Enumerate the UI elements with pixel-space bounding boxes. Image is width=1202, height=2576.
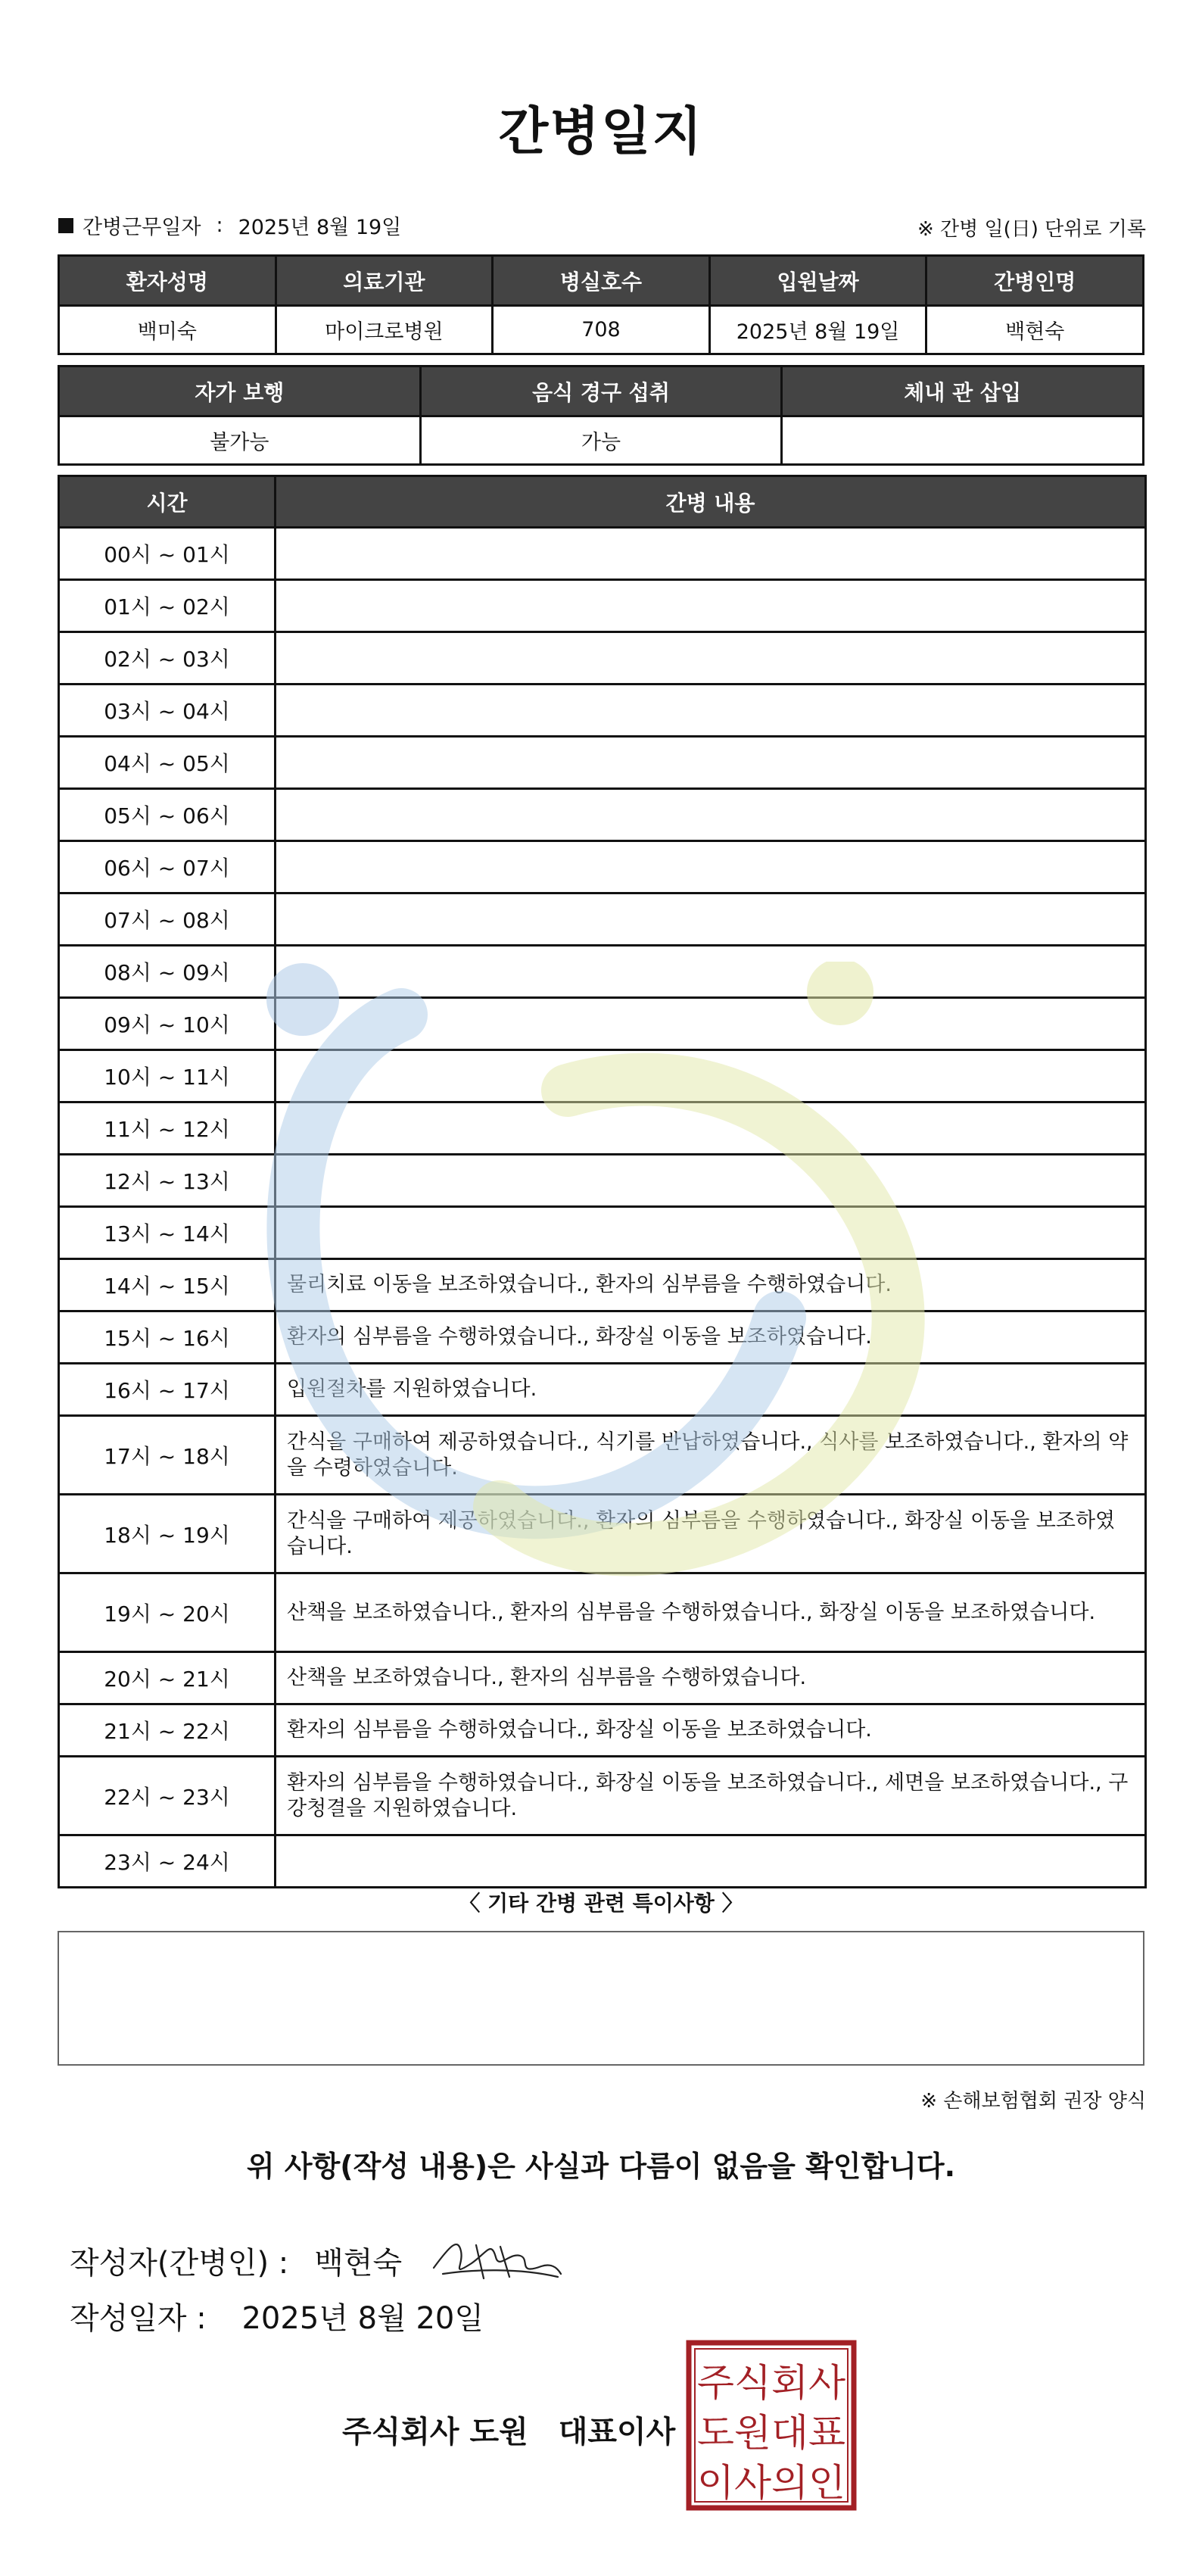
care-log-row xyxy=(59,1259,1146,1311)
care-log-content[interactable]: 간식을 구매하여 제공하였습니다., 식기를 반납하였습니다., 식사를 보조하였습니다., 환자의 약을 수령하였습니다. xyxy=(276,1416,1146,1495)
care-log-time: 18시 ~ 19시 xyxy=(59,1495,276,1573)
patient-info-table xyxy=(58,254,1144,355)
care-log-content[interactable]: 입원절차를 지원하였습니다. xyxy=(276,1364,1146,1416)
care-log-time: 13시 ~ 14시 xyxy=(59,1207,276,1259)
notes-title: 〈 기타 간병 관련 특이사항 〉 xyxy=(459,1891,743,1916)
special-notes-field[interactable] xyxy=(58,1931,1144,2066)
care-log-row xyxy=(59,528,1146,580)
care-log-time: 04시 ~ 05시 xyxy=(59,737,276,789)
care-log-time: 02시 ~ 03시 xyxy=(59,632,276,685)
care-log-row xyxy=(59,841,1146,893)
hourly-care-log-table xyxy=(58,475,1147,1888)
page-title: 간병일지 xyxy=(498,102,704,162)
care-log-content[interactable] xyxy=(276,1155,1146,1207)
care-log-row xyxy=(59,1652,1146,1704)
care-log-row xyxy=(59,737,1146,789)
care-log-time: 23시 ~ 24시 xyxy=(59,1835,276,1888)
writer-label: 작성자(간병인) : xyxy=(70,2245,289,2281)
care-log-content[interactable] xyxy=(276,580,1146,632)
written-date-value: 2025년 8월 20일 xyxy=(241,2301,484,2336)
care-log-row xyxy=(59,685,1146,737)
care-log-content[interactable] xyxy=(276,632,1146,685)
header-time: 시간 xyxy=(59,476,276,528)
care-log-content[interactable] xyxy=(276,1207,1146,1259)
care-log-time: 06시 ~ 07시 xyxy=(59,841,276,893)
work-date-separator: : xyxy=(216,214,223,237)
recommend-note: ※ 손해보험협회 권장 양식 xyxy=(920,2090,1146,2113)
care-log-content[interactable]: 환자의 심부름을 수행하였습니다., 화장실 이동을 보조하였습니다., 세면을 보조하였습니다., 구강청결을 지원하였습니다. xyxy=(276,1757,1146,1835)
hospital-value: 마이크로병원 xyxy=(276,306,493,354)
care-log-time: 15시 ~ 16시 xyxy=(59,1311,276,1364)
care-log-content[interactable] xyxy=(276,893,1146,946)
header-tube-insertion: 체내 관 삽입 xyxy=(782,366,1144,416)
header-room-number: 병실호수 xyxy=(493,256,710,306)
header-care-content: 간병 내용 xyxy=(276,476,1146,528)
unit-note: ※ 간병 일(日) 단위로 기록 xyxy=(917,218,1146,241)
care-log-row xyxy=(59,580,1146,632)
patient-info-value-row xyxy=(59,306,1144,354)
care-log-time: 19시 ~ 20시 xyxy=(59,1573,276,1652)
care-log-time: 11시 ~ 12시 xyxy=(59,1102,276,1155)
care-log-content[interactable]: 환자의 심부름을 수행하였습니다., 화장실 이동을 보조하였습니다. xyxy=(276,1311,1146,1364)
care-log-content[interactable]: 물리치료 이동을 보조하였습니다., 환자의 심부름을 수행하였습니다. xyxy=(276,1259,1146,1311)
care-log-content[interactable] xyxy=(276,1835,1146,1888)
self-walking-value: 불가능 xyxy=(59,416,421,465)
company-line xyxy=(342,2408,675,2451)
care-log-time: 03시 ~ 04시 xyxy=(59,685,276,737)
care-log-time: 22시 ~ 23시 xyxy=(59,1757,276,1835)
care-log-row xyxy=(59,1050,1146,1102)
care-log-row xyxy=(59,1364,1146,1416)
care-log-time: 05시 ~ 06시 xyxy=(59,789,276,841)
oral-intake-value: 가능 xyxy=(420,416,782,465)
care-log-content[interactable]: 환자의 심부름을 수행하였습니다., 화장실 이동을 보조하였습니다. xyxy=(276,1704,1146,1757)
care-log-row xyxy=(59,1311,1146,1364)
care-log-row xyxy=(59,1704,1146,1757)
care-log-row xyxy=(59,1757,1146,1835)
care-log-row xyxy=(59,1495,1146,1573)
care-log-row xyxy=(59,1573,1146,1652)
care-log-time: 00시 ~ 01시 xyxy=(59,528,276,580)
care-log-time: 07시 ~ 08시 xyxy=(59,893,276,946)
writer-line xyxy=(70,2230,564,2291)
care-log-content[interactable]: 간식을 구매하여 제공하였습니다., 환자의 심부름을 수행하였습니다., 화장실 이동을 보조하였습니다. xyxy=(276,1495,1146,1573)
care-log-row xyxy=(59,1155,1146,1207)
care-log-content[interactable] xyxy=(276,841,1146,893)
patient-condition-value-row xyxy=(59,416,1144,465)
caregiver-name-value: 백현숙 xyxy=(926,306,1144,354)
company-seal-icon xyxy=(686,2340,857,2511)
work-date-label: 간병근무일자 xyxy=(83,216,201,239)
care-log-time: 21시 ~ 22시 xyxy=(59,1704,276,1757)
signature-icon xyxy=(428,2230,564,2291)
writer-name: 백현숙 xyxy=(314,2245,403,2281)
care-log-content[interactable] xyxy=(276,528,1146,580)
header-admission-date: 입원날짜 xyxy=(709,256,926,306)
header-patient-name: 환자성명 xyxy=(59,256,276,306)
work-date-line xyxy=(58,211,401,240)
care-log-row xyxy=(59,998,1146,1050)
seal-line-1: 주식회사 xyxy=(697,2361,846,2405)
patient-name-value: 백미숙 xyxy=(59,306,276,354)
care-log-body xyxy=(59,528,1146,1888)
care-log-row xyxy=(59,789,1146,841)
header-hospital: 의료기관 xyxy=(276,256,493,306)
seal-line-2: 도원대표 xyxy=(697,2411,845,2455)
written-date-line xyxy=(70,2294,484,2337)
care-log-header-row xyxy=(59,476,1146,528)
care-log-content[interactable]: 산책을 보조하였습니다., 환자의 심부름을 수행하였습니다. xyxy=(276,1652,1146,1704)
care-log-time: 01시 ~ 02시 xyxy=(59,580,276,632)
patient-condition-header-row xyxy=(59,366,1144,416)
patient-info-header-row xyxy=(59,256,1144,306)
care-log-time: 20시 ~ 21시 xyxy=(59,1652,276,1704)
care-log-time: 10시 ~ 11시 xyxy=(59,1050,276,1102)
care-log-time: 09시 ~ 10시 xyxy=(59,998,276,1050)
care-log-content[interactable] xyxy=(276,737,1146,789)
care-log-content[interactable] xyxy=(276,998,1146,1050)
care-log-time: 16시 ~ 17시 xyxy=(59,1364,276,1416)
work-date-value: 2025년 8월 19일 xyxy=(238,216,402,239)
admission-date-value: 2025년 8월 19일 xyxy=(709,306,926,354)
company-name: 주식회사 도원 xyxy=(342,2415,528,2450)
care-log-time: 12시 ~ 13시 xyxy=(59,1155,276,1207)
seal-line-3: 이사의인 xyxy=(697,2461,845,2505)
care-log-time: 14시 ~ 15시 xyxy=(59,1259,276,1311)
care-log-content[interactable]: 산책을 보조하였습니다., 환자의 심부름을 수행하였습니다., 화장실 이동을 보조하였습니다. xyxy=(276,1573,1146,1652)
care-log-row xyxy=(59,946,1146,998)
care-log-row xyxy=(59,632,1146,685)
header-caregiver-name: 간병인명 xyxy=(926,256,1144,306)
square-bullet-icon xyxy=(58,218,73,233)
care-log-time: 08시 ~ 09시 xyxy=(59,946,276,998)
written-date-label: 작성일자 : xyxy=(70,2301,207,2336)
care-log-row xyxy=(59,1102,1146,1155)
confirmation-statement: 위 사항(작성 내용)은 사실과 다름이 없음을 확인합니다. xyxy=(246,2150,956,2183)
care-log-content[interactable] xyxy=(276,789,1146,841)
care-log-row xyxy=(59,1835,1146,1888)
patient-condition-table xyxy=(58,365,1144,466)
company-title: 대표이사 xyxy=(558,2415,676,2450)
header-self-walking: 자가 보행 xyxy=(59,366,421,416)
care-log-time: 17시 ~ 18시 xyxy=(59,1416,276,1495)
care-log-content[interactable] xyxy=(276,1102,1146,1155)
care-log-content[interactable] xyxy=(276,685,1146,737)
tube-insertion-value xyxy=(782,416,1144,465)
care-log-row xyxy=(59,1416,1146,1495)
care-log-row xyxy=(59,893,1146,946)
care-log-row xyxy=(59,1207,1146,1259)
header-oral-intake: 음식 경구 섭취 xyxy=(420,366,782,416)
care-log-content[interactable] xyxy=(276,946,1146,998)
room-number-value: 708 xyxy=(493,306,710,354)
care-log-content[interactable] xyxy=(276,1050,1146,1102)
